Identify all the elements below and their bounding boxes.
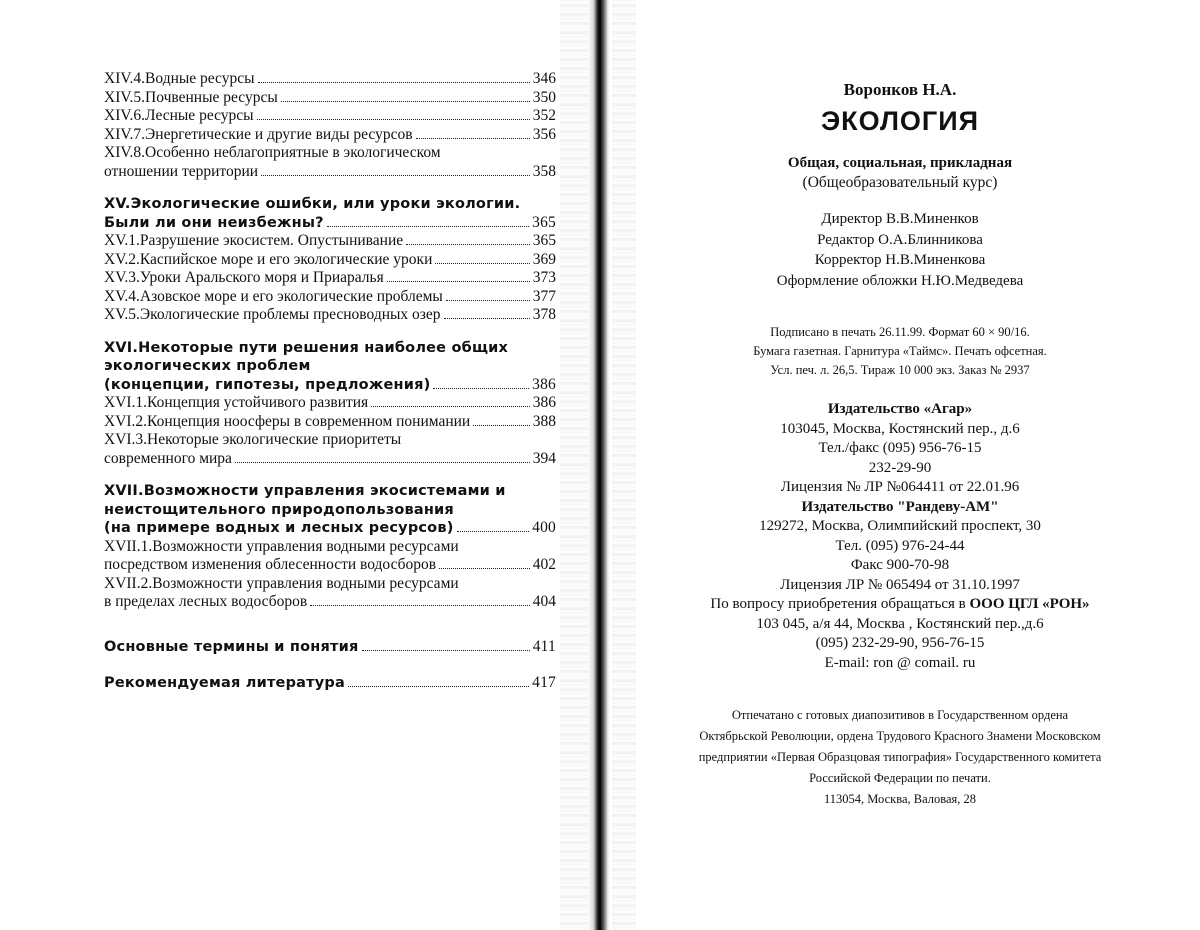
imprint-page — [640, 76, 1160, 810]
toc-entry-title: XV.4.Азовское море и его экологические проблемы — [104, 287, 443, 305]
toc-entry — [104, 394, 556, 413]
chapter-title: XVI.Некоторые пути решения наиболее общих — [104, 339, 509, 356]
toc-entry-title: XVII.1.Возможности управления водными ресурсами — [104, 537, 459, 555]
publisher-line: Тел. (095) 976-24-44 — [835, 537, 965, 554]
toc-leader-dots — [281, 100, 530, 102]
toc-group-terms — [104, 638, 556, 657]
toc-entry-title: XV.3.Уроки Аральского моря и Приаралья — [104, 269, 384, 286]
toc-entry — [104, 107, 556, 126]
toc-group-xvii — [104, 482, 556, 612]
toc-leader-dots — [261, 174, 530, 176]
purchase-line — [640, 595, 1160, 615]
toc-entry-page: 400 — [532, 519, 556, 536]
toc-entry-page: 404 — [532, 593, 556, 610]
toc-entry-title: XIV.4.Водные ресурсы — [104, 70, 255, 87]
credit-line: Директор В.В.Миненков — [821, 211, 979, 227]
purchase-prefix: По вопросу приобретения обращаться в — [710, 596, 970, 612]
toc-entry — [104, 556, 556, 575]
toc-leader-dots — [348, 685, 529, 687]
publisher-line: 129272, Москва, Олимпийский проспект, 30 — [759, 518, 1041, 534]
toc-leader-dots — [446, 299, 530, 301]
toc-entry-page: 378 — [532, 306, 556, 323]
purchase-email: E-mail: ron @ comail. ru — [824, 654, 976, 671]
gutter-shadow-left — [560, 0, 590, 930]
toc-entry — [104, 593, 556, 612]
book-gutter — [588, 0, 610, 930]
toc-entry-title: XIV.8.Особенно неблагоприятные в экологическом — [104, 144, 441, 161]
publisher-line: Лицензия № ЛР №064411 от 22.01.96 — [780, 479, 1020, 495]
printing-note-line: Октябрьской Революции, ордена Трудового Красного Знамени Московском — [699, 729, 1101, 743]
toc-leader-dots — [258, 81, 530, 83]
toc-entry-title: XVI.2.Концепция ноосферы в современном понимании — [104, 412, 471, 430]
toc-entry — [104, 306, 556, 325]
toc-entry-title: XIV.6.Лесные ресурсы — [104, 107, 254, 124]
toc-entry-title: посредством изменения облесенности водосборов — [104, 556, 437, 573]
toc-leader-dots — [310, 604, 530, 606]
publisher-line: Тел./факс (095) 956-76-15 — [818, 440, 982, 456]
table-of-contents — [104, 70, 556, 693]
publisher-name: Издательство "Рандеву-АМ" — [801, 498, 999, 515]
toc-entry-page: 386 — [532, 375, 556, 393]
toc-entry-page: 377 — [532, 287, 556, 305]
toc-entry-page: 417 — [532, 674, 556, 691]
print-info — [640, 323, 1160, 380]
toc-entry — [104, 376, 556, 395]
toc-leader-dots — [416, 137, 530, 139]
toc-entry — [104, 163, 556, 182]
toc-entry — [104, 288, 556, 307]
toc-leader-dots — [473, 424, 530, 426]
toc-entry — [104, 269, 556, 288]
printing-note-line: Российской Федерации по печати. — [809, 771, 991, 785]
chapter-title: Основные термины и понятия — [104, 638, 359, 655]
credit-line: Редактор О.А.Блинникова — [817, 231, 983, 248]
toc-entry — [104, 413, 556, 432]
toc-entry-page: 356 — [532, 125, 556, 143]
toc-entry-page: 402 — [532, 556, 556, 573]
toc-leader-dots — [433, 387, 529, 389]
book-subtitle: Общая, социальная, прикладная — [787, 155, 1013, 171]
toc-entry-title: XVI.1.Концепция устойчивого развития — [104, 394, 369, 411]
toc-group-xvi — [104, 339, 556, 469]
toc-entry-title: отношении территории — [104, 162, 259, 180]
toc-entry — [104, 232, 556, 251]
toc-entry-title: XV.1.Разрушение экосистем. Опустынивание — [104, 232, 404, 249]
toc-leader-dots — [387, 280, 530, 282]
toc-entry — [104, 126, 556, 145]
toc-entry-title: XVII.2.Возможности управления водными ресурсами — [104, 574, 459, 592]
toc-entry-page: 394 — [532, 449, 556, 467]
toc-entry-title: XIV.5.Почвенные ресурсы — [104, 88, 278, 106]
chapter-title: XVII.Возможности управления экосистемами и — [104, 483, 506, 499]
printing-note-line: 113054, Москва, Валовая, 28 — [823, 792, 977, 806]
toc-entry-page: 358 — [532, 162, 556, 180]
chapter-title: неистощительного природопользования — [104, 501, 454, 518]
purchase-org: ООО ЦГЛ «РОН» — [969, 596, 1090, 612]
book-author: Воронков Н.А. — [843, 80, 957, 99]
toc-entry — [104, 251, 556, 270]
toc-leader-dots — [371, 405, 530, 407]
toc-entry-page: 373 — [532, 269, 556, 286]
toc-entry-title: современного мира — [104, 449, 232, 467]
publisher-line: Факс 900-70-98 — [850, 557, 950, 573]
chapter-title: (концепции, гипотезы, предложения) — [104, 376, 431, 393]
printing-note-line: Отпечатано с готовых диапозитивов в Государственном ордена — [731, 708, 1069, 722]
gutter-shadow-right — [612, 0, 636, 930]
toc-entry-page: 350 — [532, 88, 556, 106]
book-subtitle-course: (Общеобразовательный курс) — [802, 174, 998, 191]
toc-entry — [104, 674, 556, 693]
print-info-line: Подписано в печать 26.11.99. Формат 60 × 90/16. — [770, 325, 1030, 339]
toc-entry-page: 369 — [532, 250, 556, 268]
toc-entry — [104, 214, 556, 233]
toc-entry-title: XV.5.Экологические проблемы пресноводных озер — [104, 306, 441, 323]
toc-entry-page: 388 — [532, 412, 556, 430]
toc-leader-dots — [457, 530, 530, 532]
publisher-info — [640, 400, 1160, 673]
toc-entry — [104, 638, 556, 657]
toc-entry-page: 346 — [532, 70, 556, 87]
publisher-name: Издательство «Агар» — [827, 401, 973, 417]
printing-house-note — [640, 705, 1160, 810]
toc-entry-page: 411 — [532, 637, 556, 655]
toc-leader-dots — [327, 225, 529, 227]
publisher-line: Лицензия ЛР № 065494 от 31.10.1997 — [780, 576, 1020, 593]
toc-group-literature — [104, 674, 556, 693]
toc-entry — [104, 89, 556, 108]
print-info-line: Бумага газетная. Гарнитура «Таймс». Печать офсетная. — [753, 344, 1047, 358]
chapter-title: (на примере водных и лесных ресурсов) — [104, 520, 454, 536]
toc-entry-title: XVI.3.Некоторые экологические приоритеты — [104, 431, 402, 448]
chapter-title: Рекомендуемая литература — [104, 675, 345, 691]
toc-leader-dots — [235, 461, 530, 463]
toc-leader-dots — [439, 567, 530, 569]
toc-leader-dots — [435, 262, 529, 264]
toc-entry-page: 365 — [532, 232, 556, 249]
toc-entry — [104, 519, 556, 538]
toc-leader-dots — [406, 243, 530, 245]
toc-entry-title: XIV.7.Энергетические и другие виды ресурсов — [104, 125, 413, 143]
toc-entry-page: 352 — [532, 107, 556, 124]
book-title: ЭКОЛОГИЯ — [820, 106, 980, 136]
toc-leader-dots — [257, 118, 530, 120]
credit-line: Оформление обложки Н.Ю.Медведева — [776, 272, 1024, 289]
purchase-phone: (095) 232-29-90, 956-76-15 — [815, 635, 985, 651]
print-info-line: Усл. печ. л. 26,5. Тираж 10 000 экз. Заказ № 2937 — [770, 363, 1030, 377]
chapter-title: XV.Экологические ошибки, или уроки экологии. — [104, 196, 521, 212]
toc-entry-page: 386 — [532, 394, 556, 411]
purchase-address: 103 045, а/я 44, Москва , Костянский пер.,д.6 — [756, 615, 1044, 632]
toc-group-xv — [104, 195, 556, 325]
staff-credits — [640, 209, 1160, 291]
toc-leader-dots — [444, 317, 530, 319]
toc-entry — [104, 70, 556, 89]
toc-entry-page: 365 — [532, 213, 556, 231]
chapter-title: Были ли они неизбежны? — [104, 214, 324, 231]
printing-note-line: предприятии «Первая Образцовая типография» Государственного комитета — [698, 750, 1102, 764]
chapter-title: экологических проблем — [104, 358, 311, 374]
toc-leader-dots — [362, 649, 530, 651]
toc-entry — [104, 450, 556, 469]
publisher-line: 232-29-90 — [868, 459, 932, 476]
toc-group-xiv — [104, 70, 556, 181]
credit-line: Корректор Н.В.Миненкова — [814, 252, 986, 268]
toc-entry-title: XV.2.Каспийское море и его экологические уроки — [104, 250, 433, 268]
publisher-line: 103045, Москва, Костянский пер., д.6 — [780, 420, 1020, 437]
toc-entry-title: в пределах лесных водосборов — [104, 593, 308, 610]
